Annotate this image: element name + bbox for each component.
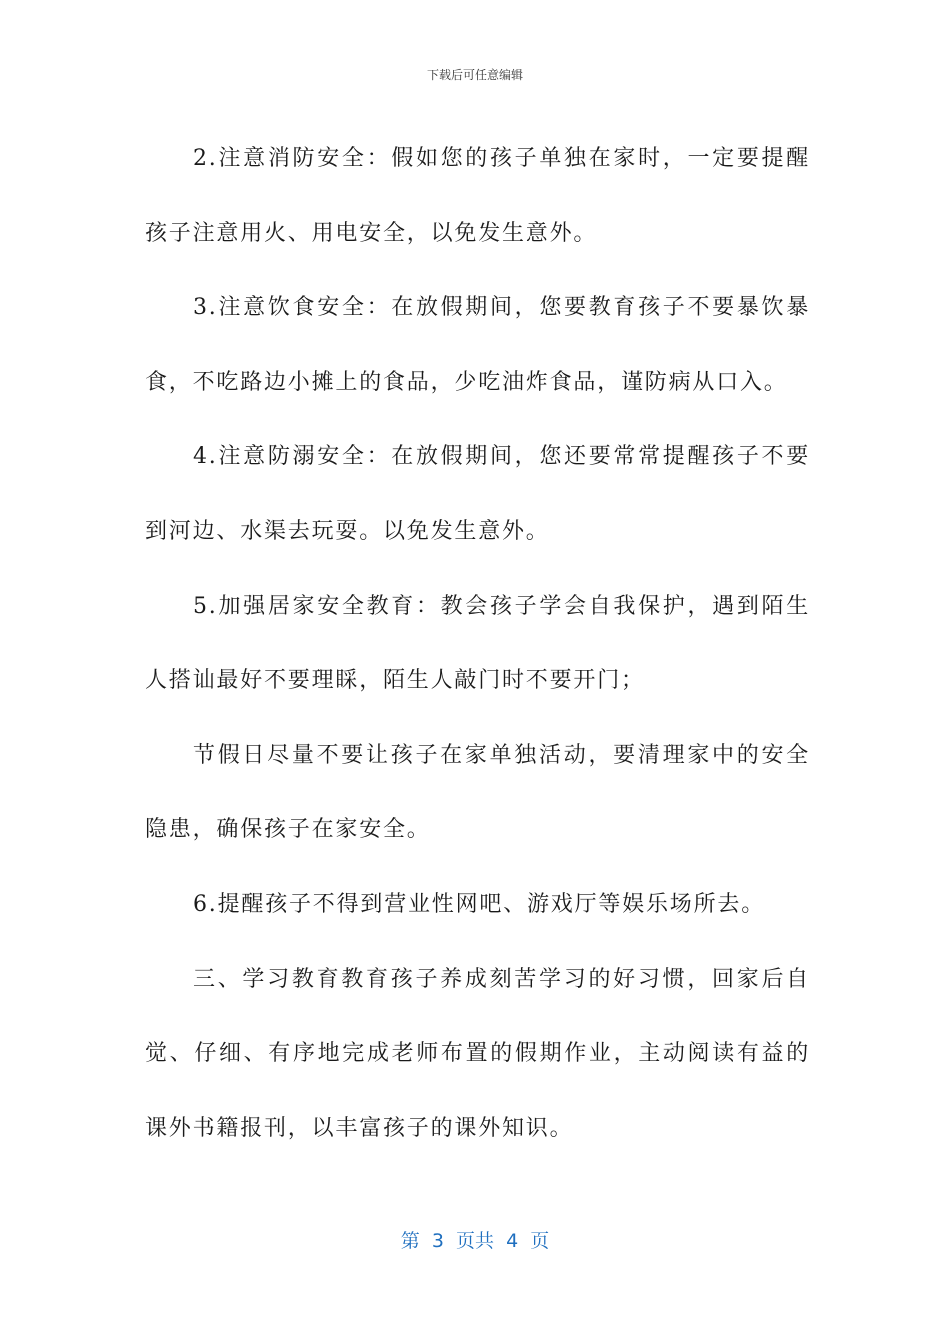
page-header: 下载后可任意编辑 bbox=[426, 68, 523, 82]
paragraph-entertainment-venues: 6.提醒孩子不得到营业性网吧、游戏厅等娱乐场所去。 bbox=[193, 891, 765, 917]
page-number-footer: 第 3 页共 4 页 bbox=[400, 1230, 550, 1252]
paragraph-study-education: 三、学习教育教育孩子养成刻苦学习的好习惯，回家后自觉、仔细、有序地完成老师布置的假期作业，主动阅读有益的课外书籍报刊，以丰富孩子的课外知识。 bbox=[145, 966, 810, 1141]
paragraph-holiday-activity: 节假日尽量不要让孩子在家单独活动，要清理家中的安全隐患，确保孩子在家安全。 bbox=[145, 742, 810, 843]
paragraph-drowning-safety: 4.注意防溺安全：在放假期间，您还要常常提醒孩子不要到河边、水渠去玩耍。以免发生意外。 bbox=[145, 444, 810, 544]
paragraph-food-safety: 3.注意饮食安全：在放假期间，您要教育孩子不要暴饮暴食，不吃路边小摊上的食品，少吃油炸食品，谨防病从口入。 bbox=[145, 295, 810, 395]
paragraph-fire-safety: 2.注意消防安全：假如您的孩子单独在家时，一定要提醒孩子注意用火、用电安全，以免发生意外。 bbox=[145, 146, 810, 246]
document-body bbox=[145, 122, 810, 1166]
paragraph-home-safety: 5.加强居家安全教育：教会孩子学会自我保护，遇到陌生人搭讪最好不要理睬，陌生人敲门时不要开门； bbox=[145, 593, 810, 694]
